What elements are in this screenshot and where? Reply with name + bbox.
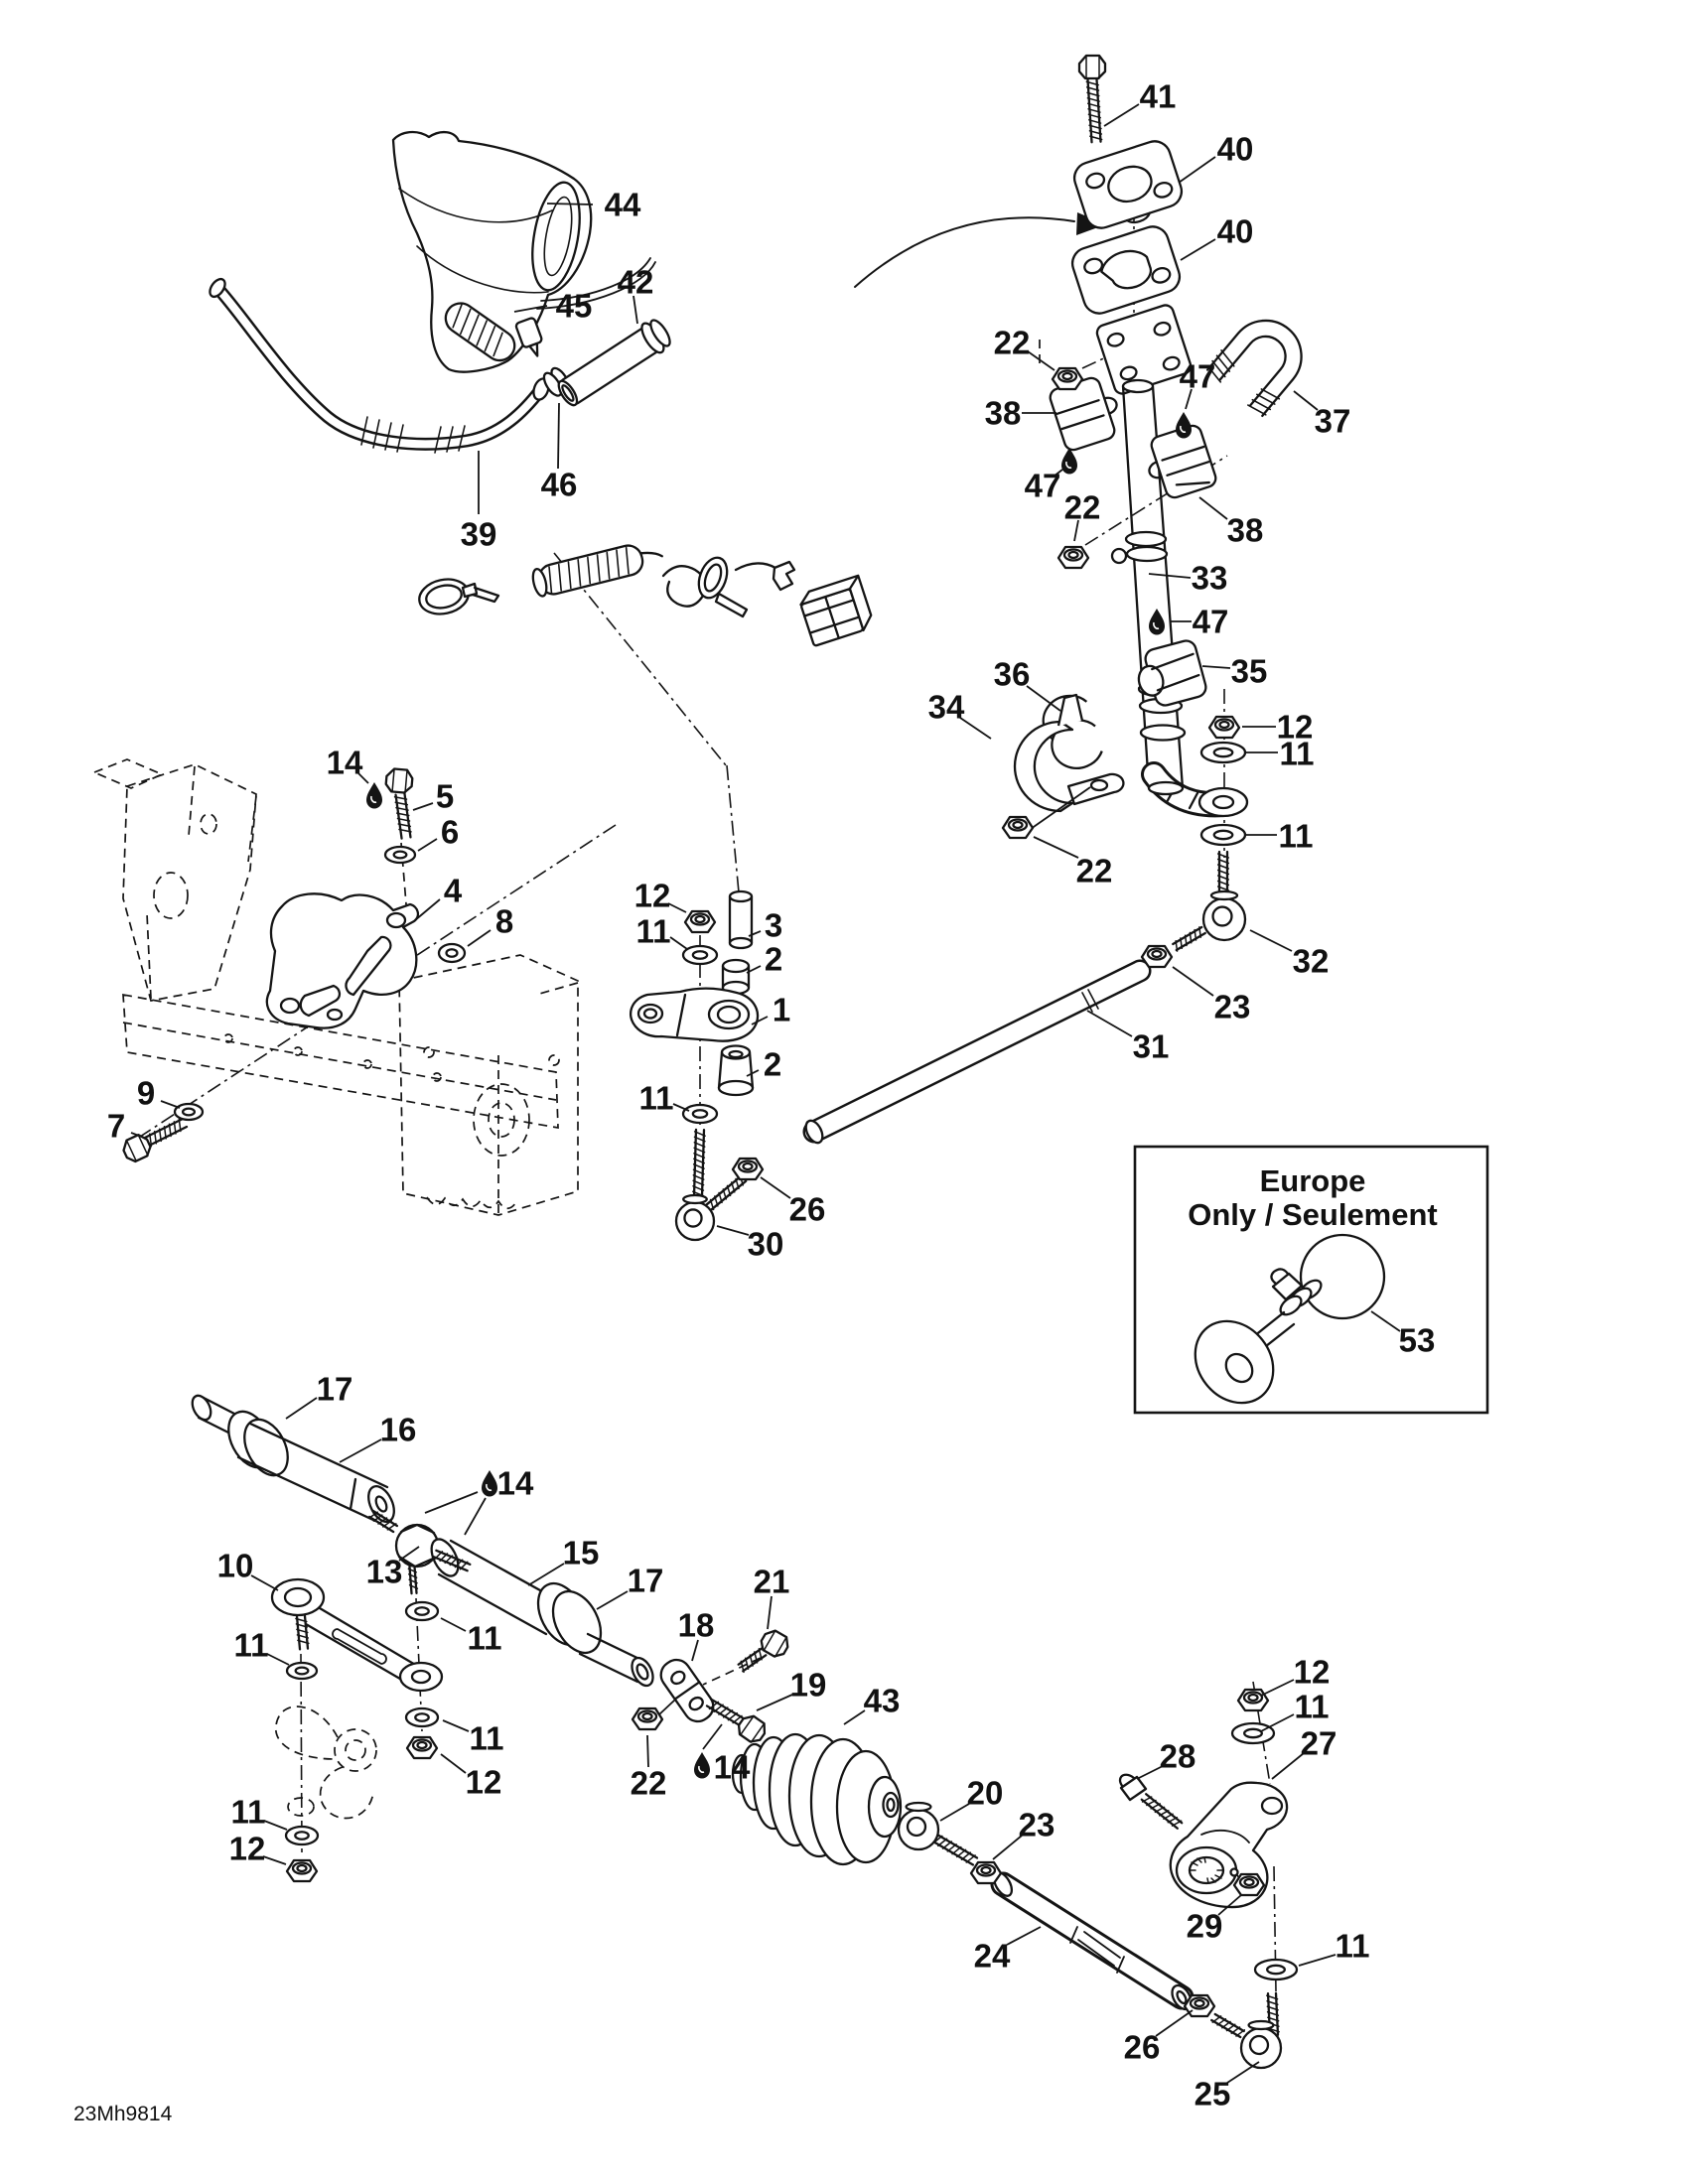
note-box [1135, 1147, 1487, 1419]
callout-21 [754, 1564, 790, 1630]
hex-nut [287, 1860, 317, 1881]
callout-9 [137, 1075, 180, 1112]
part-number-label: 47 [1192, 603, 1229, 640]
hex-nut [1234, 1874, 1264, 1895]
leader-line [940, 1804, 969, 1821]
part-number-label: 6 [440, 813, 460, 851]
leader-line [844, 1710, 865, 1724]
grip-cover [393, 132, 655, 372]
callout-11 [639, 1080, 689, 1117]
leader-line [1028, 351, 1055, 370]
grease-drop-icon [482, 1470, 497, 1497]
callout-12 [634, 878, 686, 914]
part-number-label: 22 [993, 324, 1031, 361]
part-number-label: 22 [1063, 488, 1101, 526]
threaded-stud [932, 1835, 977, 1865]
flat-washer [683, 1105, 717, 1123]
callout-11 [231, 1794, 287, 1831]
callout-4 [415, 873, 463, 921]
part-number-label: 41 [1139, 77, 1177, 115]
leader-line [993, 1836, 1022, 1859]
hex-nut [733, 1159, 763, 1179]
callout-18 [678, 1607, 715, 1662]
leader-line [1034, 837, 1078, 858]
hex-nut [1209, 717, 1239, 738]
threaded-stud [296, 1616, 309, 1650]
tie-rod-end [1203, 891, 1245, 940]
part-number-label: 12 [1276, 708, 1314, 746]
hex-nut [407, 1737, 437, 1758]
support-bracket [267, 893, 418, 1027]
callout-47 [1149, 604, 1228, 640]
leader-line [558, 403, 559, 469]
callout-23 [993, 1807, 1055, 1860]
part-number-label: 5 [435, 777, 455, 815]
tie-rod-end [899, 1803, 938, 1849]
callout-14 [327, 745, 382, 809]
drawing-code: 23Mh9814 [73, 2103, 173, 2125]
part-number-label: 45 [555, 287, 593, 325]
callout-5 [413, 778, 454, 815]
part-number-label: 23 [1213, 988, 1251, 1025]
flat-washer [286, 1827, 318, 1844]
part-number-label: 8 [494, 902, 514, 940]
wire-terminal [736, 562, 794, 590]
part-number-label: 12 [465, 1763, 502, 1801]
callout-41 [1104, 78, 1176, 127]
riser-clamp-upper [1070, 137, 1188, 236]
leader-line [1202, 666, 1230, 668]
flat-washer [1201, 743, 1245, 762]
part-number-label: 22 [630, 1764, 667, 1802]
leader-line [340, 1439, 381, 1462]
callout-23 [1173, 967, 1250, 1025]
callout-12 [229, 1831, 286, 1867]
callout-17 [597, 1563, 663, 1610]
grip-heater-element [530, 538, 664, 599]
leader-line [415, 899, 440, 920]
part-number-label: 33 [1191, 559, 1228, 597]
leader-line [749, 931, 761, 936]
part-number-label: 26 [1123, 2028, 1161, 2066]
callout-15 [528, 1535, 599, 1586]
hex-nut [1238, 1690, 1268, 1710]
part-number-label: 12 [228, 1830, 266, 1867]
leader-line [1027, 686, 1060, 711]
callout-10 [217, 1548, 278, 1591]
leader-line [1181, 239, 1215, 260]
part-number-label: 28 [1159, 1737, 1196, 1775]
bolt-head [758, 1627, 791, 1660]
callout-16 [340, 1412, 416, 1463]
part-number-label: 23 [1018, 1806, 1055, 1843]
flat-washer [439, 944, 465, 962]
callout-2 [747, 941, 782, 978]
part-number-label: 24 [973, 1937, 1011, 1975]
callout-32 [1250, 930, 1329, 980]
note-box-line2: Only / Seulement [1188, 1197, 1438, 1232]
leader-line [441, 1618, 466, 1631]
threaded-stud [1142, 1794, 1182, 1828]
part-number-label: 1 [772, 991, 791, 1028]
hex-nut [1003, 817, 1033, 838]
leader-line [757, 1695, 792, 1710]
leader-line [1087, 1011, 1132, 1036]
part-number-label: 44 [604, 186, 641, 223]
hex-nut [1142, 946, 1172, 967]
leader-line [1272, 1753, 1304, 1779]
leader-line [1007, 1927, 1041, 1945]
part-number-label: 53 [1398, 1321, 1436, 1359]
leader-line [1299, 1955, 1336, 1966]
threaded-stud [739, 1649, 767, 1673]
grease-drop-icon [694, 1752, 710, 1779]
leader-line [761, 1177, 790, 1198]
callout-3 [749, 907, 782, 944]
part-number-label: 18 [677, 1606, 715, 1644]
leader-line [418, 839, 437, 851]
leader-line [468, 930, 491, 946]
callout-19 [757, 1667, 826, 1711]
shaft-clamp-bracket [655, 1655, 719, 1727]
part-number-label: 47 [1179, 357, 1216, 395]
leader-line [1173, 967, 1213, 996]
callout-11 [443, 1720, 503, 1757]
part-number-label: 17 [627, 1562, 664, 1599]
callout-40 [1179, 131, 1253, 184]
grip-wire-connector [515, 317, 547, 359]
part-number-label: 34 [927, 688, 965, 726]
part-number-label: 16 [379, 1411, 417, 1448]
callout-31 [1087, 1011, 1169, 1065]
part-number-label: 31 [1132, 1027, 1170, 1065]
assembly-direction-arrow [855, 212, 1106, 287]
callout-22 [1064, 489, 1101, 542]
callout-17 [286, 1371, 352, 1420]
leader-line [267, 1654, 289, 1665]
part-number-label: 21 [753, 1563, 790, 1600]
part-number-label: 13 [365, 1553, 403, 1590]
part-number-label: 38 [984, 394, 1022, 432]
socket-bolt [1117, 1771, 1146, 1800]
part-number-label: 12 [633, 877, 671, 914]
ghost-arm [276, 1706, 376, 1819]
leader-line [425, 1492, 478, 1513]
callout-36 [994, 656, 1060, 712]
part-number-label: 11 [635, 912, 671, 950]
leader-line [1250, 930, 1292, 951]
part-number-label: 40 [1216, 212, 1254, 250]
part-number-label: 11 [1278, 817, 1314, 855]
u-bolt [1205, 305, 1318, 418]
callout-11 [234, 1627, 289, 1666]
connector-housing [797, 576, 875, 646]
callout-37 [1294, 391, 1350, 440]
part-number-label: 43 [863, 1682, 901, 1719]
leader-line [1261, 1714, 1294, 1731]
leader-line [264, 1821, 287, 1830]
leader-line [1261, 1680, 1294, 1696]
flat-washer [287, 1663, 317, 1679]
flat-washer [683, 946, 717, 964]
bolt-head [1079, 56, 1105, 78]
flat-washer [1201, 825, 1245, 845]
hex-nut [685, 911, 715, 932]
hex-nut [1058, 547, 1088, 568]
rear-tie-rod [990, 1869, 1195, 2012]
part-number-label: 11 [1279, 735, 1315, 772]
part-number-label: 42 [617, 263, 654, 301]
part-number-label: 12 [1293, 1653, 1331, 1691]
callout-24 [974, 1927, 1041, 1975]
callout-43 [844, 1683, 900, 1725]
callout-38 [985, 395, 1056, 432]
part-number-label: 2 [763, 1045, 782, 1083]
leader-line [960, 718, 991, 739]
leader-line [286, 1398, 317, 1419]
part-number-label: 35 [1230, 652, 1268, 690]
spindle-arm [1171, 1783, 1287, 1907]
hex-nut [633, 1708, 662, 1729]
threaded-stud [1173, 927, 1205, 951]
tie-rod-end [1241, 2021, 1281, 2068]
threaded-stud [395, 793, 411, 838]
part-number-label: 30 [747, 1225, 784, 1263]
part-number-label: 39 [460, 515, 497, 553]
hex-nut [971, 1862, 1001, 1883]
part-number-label: 20 [966, 1774, 1004, 1812]
leader-line [717, 1226, 749, 1235]
leader-line [768, 1596, 772, 1629]
riser-clamp-lower [1068, 222, 1184, 318]
callout-11 [441, 1618, 501, 1657]
callout-11 [1261, 1689, 1329, 1732]
part-number-label: 47 [1024, 467, 1061, 504]
part-number-label: 2 [764, 940, 783, 978]
part-number-label: 14 [496, 1464, 534, 1502]
part-number-label: 40 [1216, 130, 1254, 168]
part-number-label: 11 [1294, 1688, 1330, 1725]
flat-washer [406, 1602, 438, 1620]
callout-35 [1202, 653, 1267, 690]
part-number-label: 19 [789, 1666, 827, 1704]
flat-washer [1232, 1723, 1274, 1743]
callout-39 [461, 451, 497, 553]
hex-nut [1053, 368, 1082, 389]
leader-line [703, 1724, 722, 1749]
threaded-stud [408, 1567, 417, 1593]
callout-11 [1245, 818, 1313, 855]
part-number-label: 25 [1194, 2075, 1231, 2113]
part-number-label: 11 [638, 1079, 674, 1117]
callout-38 [1199, 497, 1263, 549]
callout-8 [468, 903, 513, 947]
threaded-stud [1086, 79, 1101, 143]
part-number-label: 17 [316, 1370, 353, 1408]
cable-guide-hook [1112, 549, 1126, 563]
callout-26 [761, 1177, 825, 1228]
leader-line [670, 937, 687, 949]
part-number-label: 37 [1314, 402, 1351, 440]
part-number-label: 32 [1292, 942, 1330, 980]
callout-34 [928, 689, 991, 740]
leader-line [1227, 2062, 1259, 2083]
part-number-label: 4 [443, 872, 463, 909]
callout-26 [1124, 2010, 1193, 2066]
callout-11 [1245, 736, 1314, 772]
lower-shaft-right [426, 1535, 657, 1689]
leader-line [547, 204, 593, 205]
leader-line [413, 803, 433, 810]
part-number-label: 7 [106, 1107, 126, 1145]
grease-drop-icon [1176, 412, 1192, 439]
cable-tie-left [416, 575, 498, 618]
leader-line [251, 1575, 278, 1590]
threaded-stud [145, 1119, 187, 1146]
part-number-label: 11 [1335, 1927, 1370, 1965]
grease-drop-icon [1061, 448, 1077, 475]
part-number-label: 14 [326, 744, 363, 781]
part-number-label: 11 [233, 1626, 269, 1664]
callout-33 [1149, 560, 1227, 597]
part-number-label: 15 [562, 1534, 600, 1571]
steering-bellows [733, 1734, 901, 1864]
leader-line [443, 1720, 469, 1731]
flat-washer [175, 1104, 203, 1120]
callout-12 [441, 1754, 501, 1801]
leader-line [161, 1101, 180, 1108]
flat-washer [1255, 1960, 1297, 1979]
part-number-label: 11 [230, 1793, 266, 1831]
bolt-head [385, 768, 413, 793]
part-number-label: 3 [764, 906, 783, 944]
part-number-label: 46 [540, 466, 578, 503]
callout-40 [1181, 213, 1253, 261]
callout-20 [940, 1775, 1003, 1822]
part-number-label: 36 [993, 655, 1031, 693]
part-number-label: 29 [1186, 1907, 1223, 1945]
threaded-stud [693, 1130, 705, 1196]
part-number-label: 9 [136, 1074, 156, 1112]
callout-42 [618, 264, 654, 325]
leader-line [647, 1735, 648, 1767]
leader-line [1156, 2010, 1193, 2036]
part-number-label: 11 [469, 1719, 504, 1757]
leader-line [1104, 104, 1139, 126]
leader-line [263, 1856, 286, 1864]
callout-30 [717, 1226, 783, 1263]
leader-line [597, 1591, 628, 1609]
note-box-line1: Europe [1259, 1163, 1366, 1198]
cable-tie-right [663, 554, 747, 616]
callout-27 [1272, 1725, 1336, 1780]
callout-14 [425, 1465, 534, 1536]
leader-line [1199, 497, 1227, 519]
leader-line [1149, 574, 1191, 578]
grease-drop-icon [1149, 609, 1165, 635]
part-number-label: 11 [467, 1619, 502, 1657]
callout-11 [1299, 1928, 1369, 1967]
callout-6 [418, 814, 459, 852]
part-number-label: 27 [1300, 1724, 1337, 1762]
part-number-label: 10 [216, 1547, 254, 1584]
part-number-label: 14 [713, 1748, 751, 1786]
leader-line [465, 1498, 486, 1535]
flat-washer [406, 1708, 438, 1726]
part-number-label: 22 [1075, 852, 1113, 889]
callout-22 [1034, 837, 1112, 889]
callout-11 [636, 913, 687, 950]
part-number-label: 38 [1226, 511, 1264, 549]
leader-line [1179, 157, 1215, 183]
callout-46 [541, 403, 578, 503]
callout-25 [1195, 2062, 1259, 2113]
centre-tie-rod [802, 971, 1140, 1146]
grip-tube [554, 316, 675, 411]
callout-28 [1137, 1738, 1196, 1780]
grease-drop-icon [366, 782, 382, 809]
part-number-label: 26 [788, 1190, 826, 1228]
flat-washer [385, 847, 415, 863]
threaded-stud [1211, 2014, 1244, 2037]
callout-22 [631, 1735, 667, 1802]
leader-line [441, 1754, 466, 1773]
leader-line [528, 1564, 564, 1585]
leader-line [668, 903, 686, 912]
callout-22 [994, 325, 1055, 371]
